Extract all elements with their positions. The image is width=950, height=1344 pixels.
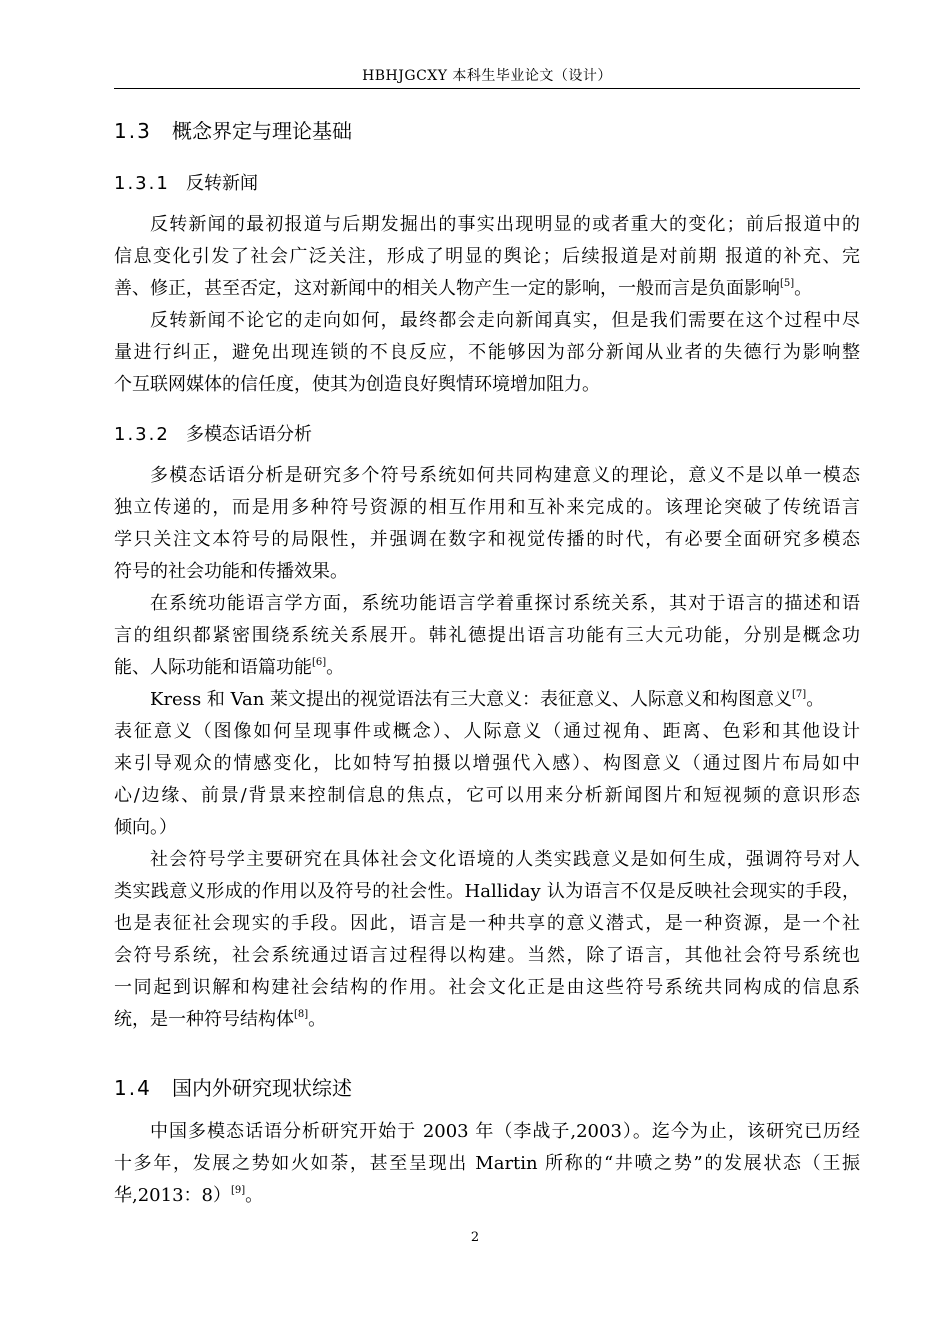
text-line: 十多年，发展之势如火如荼，甚至呈现出 Martin 所称的“井喷之势”的发展状态（王振 [114, 1153, 860, 1174]
subsection-number: 1.3.1 [114, 173, 170, 194]
text-line: Kress 和 Van 莱文提出的视觉语法有三大意义：表征意义、人际意义和构图意义[7]。 [150, 689, 825, 710]
subsection-heading-1-3-2 [114, 422, 312, 448]
page-header [114, 64, 860, 89]
text-line: 在系统功能语言学方面，系统功能语言学着重探讨系统关系，其对于语言的描述和语 [150, 593, 860, 614]
section-number: 1.4 [114, 1076, 152, 1100]
section-title: 国内外研究现状综述 [172, 1076, 352, 1100]
citation-ref: [8] [294, 1009, 309, 1020]
text-line: 信息变化引发了社会广泛关注，形成了明显的舆论；后续报道是对前期 报道的补充、完 [114, 246, 860, 267]
section-heading-1-3 [114, 117, 352, 145]
paragraph-reversal-news-definition [114, 209, 860, 305]
text-line: 反转新闻的最初报道与后期发掘出的事实出现明显的或者重大的变化；前后报道中的 [150, 214, 860, 235]
text-line: 表征意义（图像如何呈现事件或概念）、人际意义（通过视角、距离、色彩和其他设计 [114, 721, 860, 742]
text-line: 也是表征社会现实的手段。因此，语言是一种共享的意义潜式，是一种资源，是一个社 [114, 913, 860, 934]
text-line: 社会符号学主要研究在具体社会文化语境的人类实践意义是如何生成，强调符号对人 [150, 849, 860, 870]
text-line: 心/边缘、前景/背景来控制信息的焦点，它可以用来分析新闻图片和短视频的意识形态 [114, 785, 860, 806]
subsection-title: 多模态话语分析 [186, 424, 312, 445]
text-line: 统，是一种符号结构体[8]。 [114, 1009, 327, 1030]
text-line: 一同起到识解和构建社会结构的作用。社会文化正是由这些符号系统共同构成的信息系 [114, 977, 860, 998]
subsection-heading-1-3-1 [114, 171, 258, 197]
paragraph-visual-grammar [114, 684, 860, 844]
text-line: 善、修正，甚至否定，这对新闻中的相关人物产生一定的影响，一般而言是负面影响[5]。 [114, 278, 813, 299]
paragraph-multimodal-theory [114, 460, 860, 588]
section-heading-1-4 [114, 1074, 352, 1102]
header-title: HBHJGCXY 本科生毕业论文（设计） [362, 68, 612, 84]
text-line: 符号的社会功能和传播效果。 [114, 561, 348, 582]
paragraph-systemic-functional [114, 588, 860, 684]
text-line: 量进行纠正，避免出现连锁的不良反应，不能够因为部分新闻从业者的失德行为影响整 [114, 342, 860, 363]
section-title: 概念界定与理论基础 [172, 119, 352, 143]
text-line: 中国多模态话语分析研究开始于 2003 年（李战子,2003）。迄今为止，该研究已历经 [150, 1121, 860, 1142]
page-number: 2 [470, 1230, 480, 1245]
paragraph-reversal-news-correction [114, 305, 860, 401]
paragraph-research-status [114, 1116, 860, 1212]
subsection-title: 反转新闻 [186, 173, 258, 194]
text-line: 华,2013：8）[9]。 [114, 1185, 264, 1206]
text-line: 来引导观众的情感变化，比如特写拍摄以增强代入感）、构图意义（通过图片布局如中 [114, 753, 860, 774]
text-line: 独立传递的，而是用多种符号资源的相互作用和互补来完成的。该理论突破了传统语言 [114, 497, 860, 518]
citation-ref: [5] [780, 278, 795, 289]
text-line: 多模态话语分析是研究多个符号系统如何共同构建意义的理论，意义不是以单一模态 [150, 465, 860, 486]
subsection-number: 1.3.2 [114, 424, 170, 445]
text-line: 个互联网媒体的信任度，使其为创造良好舆情环境增加阻力。 [114, 374, 600, 395]
paragraph-social-semiotics [114, 844, 860, 1036]
text-line: 反转新闻不论它的走向如何，最终都会走向新闻真实，但是我们需要在这个过程中尽 [150, 310, 860, 331]
text-line: 能、人际功能和语篇功能[6]。 [114, 657, 345, 678]
citation-ref: [9] [230, 1185, 246, 1196]
text-line: 学只关注文本符号的局限性，并强调在数字和视觉传播的时代，有必要全面研究多模态 [114, 529, 860, 550]
text-line: 言的组织都紧密围绕系统关系展开。韩礼德提出语言功能有三大元功能，分别是概念功 [114, 625, 860, 646]
section-number: 1.3 [114, 119, 152, 143]
text-line: 倾向。） [114, 817, 177, 838]
citation-ref: [7] [792, 689, 807, 700]
text-line: 类实践意义形成的作用以及符号的社会性。Halliday 认为语言不仅是反映社会现实的手段， [114, 881, 860, 902]
text-line: 会符号系统，社会系统通过语言过程得以构建。当然，除了语言，其他社会符号系统也 [114, 945, 860, 966]
citation-ref: [6] [312, 657, 327, 668]
